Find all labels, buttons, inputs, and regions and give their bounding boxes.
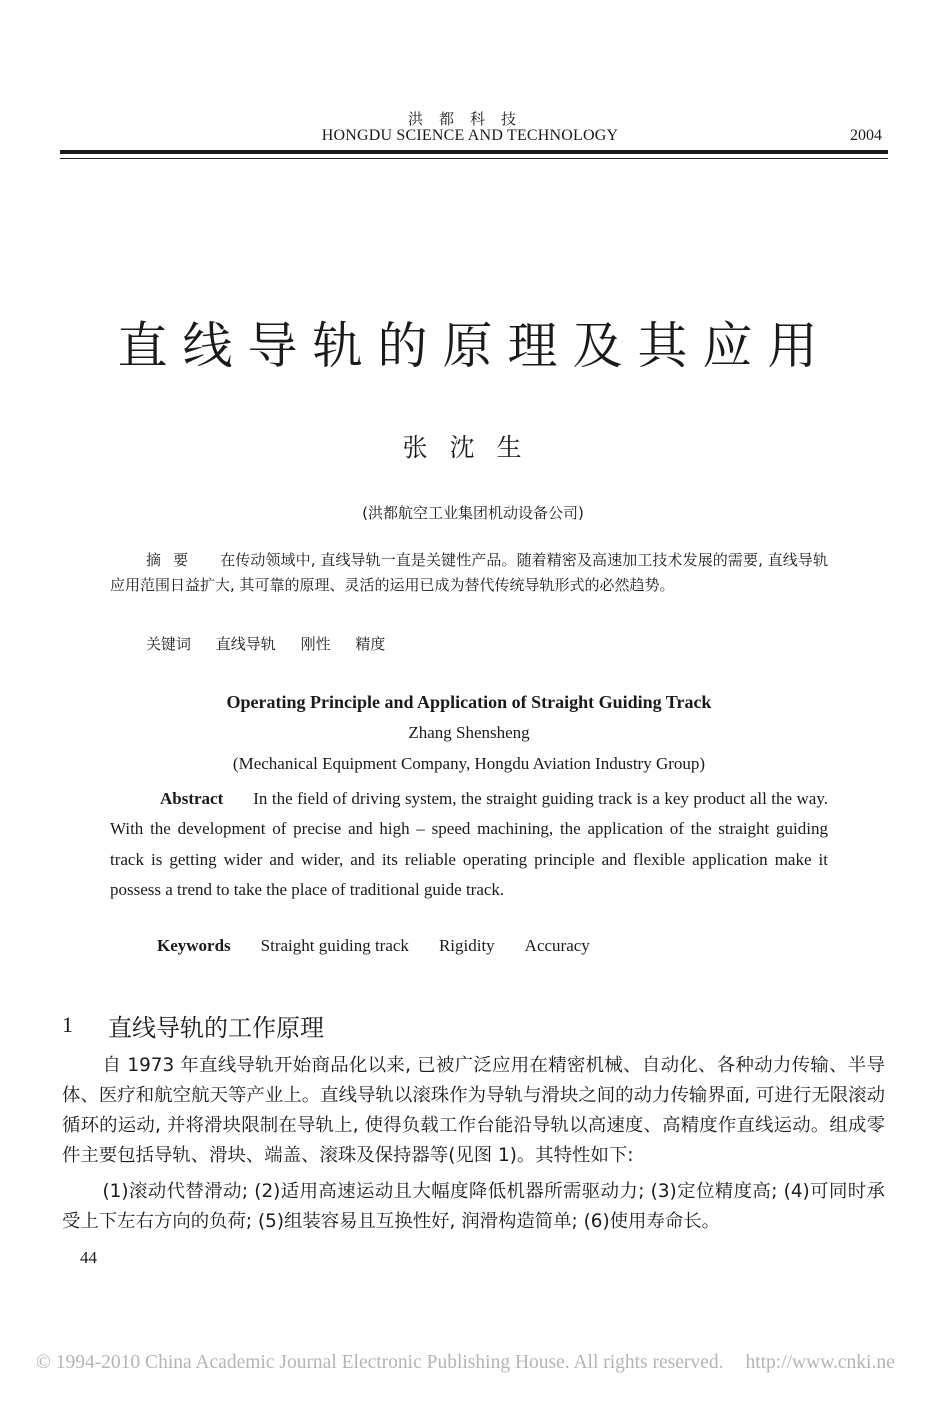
page-number: 44 <box>80 1248 97 1267</box>
abstract-en-text: In the field of driving system, the straight guiding track is a key product all the way. With the development of precise and high – speed machining, the application of the straight guiding track is getting wider and wider, and its reliable operating principle and flexible application make it possess a trend to take the place of traditional guide track. <box>110 789 828 900</box>
keywords-cn <box>146 633 405 654</box>
header-rule-thick <box>60 150 888 154</box>
keywords-en <box>157 936 620 956</box>
copyright-footer <box>36 1352 895 1374</box>
keyword-cn: 精度 <box>355 635 386 653</box>
footer-url: http://www.cnki.ne <box>745 1352 895 1373</box>
journal-name-cn: 洪都科技 <box>407 110 532 128</box>
body-paragraph <box>62 1177 885 1237</box>
author-cn: 张沈生 <box>402 433 544 462</box>
keyword-cn: 刚性 <box>300 635 331 653</box>
keywords-cn-label: 关键词 <box>146 635 192 653</box>
section-title: 直线导轨的工作原理 <box>108 1014 324 1042</box>
journal-year: 2004 <box>850 127 882 144</box>
keyword-cn: 直线导轨 <box>215 635 276 653</box>
keywords-en-label: Keywords <box>157 936 231 955</box>
paragraph-text: (1)滚动代替滑动; (2)适用高速运动且大幅度降低机器所需驱动力; (3)定位精度高; (4)可同时承受上下左右方向的负荷; (5)组装容易且互换性好, 润滑构造简单; (6)使用寿命长。 <box>62 1181 885 1232</box>
copyright-text: © 1994-2010 China Academic Journal Electronic Publishing House. All rights reserved. <box>36 1352 724 1373</box>
affiliation-en: (Mechanical Equipment Company, Hongdu Aviation Industry Group) <box>232 754 706 773</box>
header-rule-thin <box>60 158 888 159</box>
abstract-cn <box>110 548 828 598</box>
affiliation-cn: (洪都航空工业集团机动设备公司) <box>362 504 584 522</box>
keyword-en: Rigidity <box>438 936 495 955</box>
article-title-en: Operating Principle and Application of Straight Guiding Track <box>226 692 712 712</box>
abstract-en <box>110 784 828 906</box>
abstract-en-label: Abstract <box>160 789 224 808</box>
body-paragraph <box>62 1051 885 1171</box>
author-en: Zhang Shensheng <box>408 723 530 742</box>
section-number: 1 <box>62 1012 73 1037</box>
abstract-cn-label: 摘要 <box>146 551 201 569</box>
journal-name-en: HONGDU SCIENCE AND TECHNOLOGY <box>321 127 619 144</box>
keyword-en: Straight guiding track <box>260 936 409 955</box>
abstract-cn-text: 在传动领域中, 直线导轨一直是关键性产品。随着精密及高速加工技术发展的需要, 直线导轨应用范围日益扩大, 其可靠的原理、灵活的运用已成为替代传统导轨形式的必然趋势。 <box>110 551 828 594</box>
keyword-en: Accuracy <box>524 936 590 955</box>
paragraph-text: 自 1973 年直线导轨开始商品化以来, 已被广泛应用在精密机械、自动化、各种动力传输、半导体、医疗和航空航天等产业上。直线导轨以滚珠作为导轨与滑块之间的动力传输界面, 可进行无限滚动循环的运动, 并将滑块限制在导轨上, 使得负载工作台能沿导轨以高速度、高精度作直线运动。组成零件主要包括导轨、滑块、端盖、滚珠及保持器等(见图 1)。其特性如下: <box>62 1055 885 1166</box>
article-title-cn: 直线导轨的原理及其应用 <box>117 317 833 375</box>
